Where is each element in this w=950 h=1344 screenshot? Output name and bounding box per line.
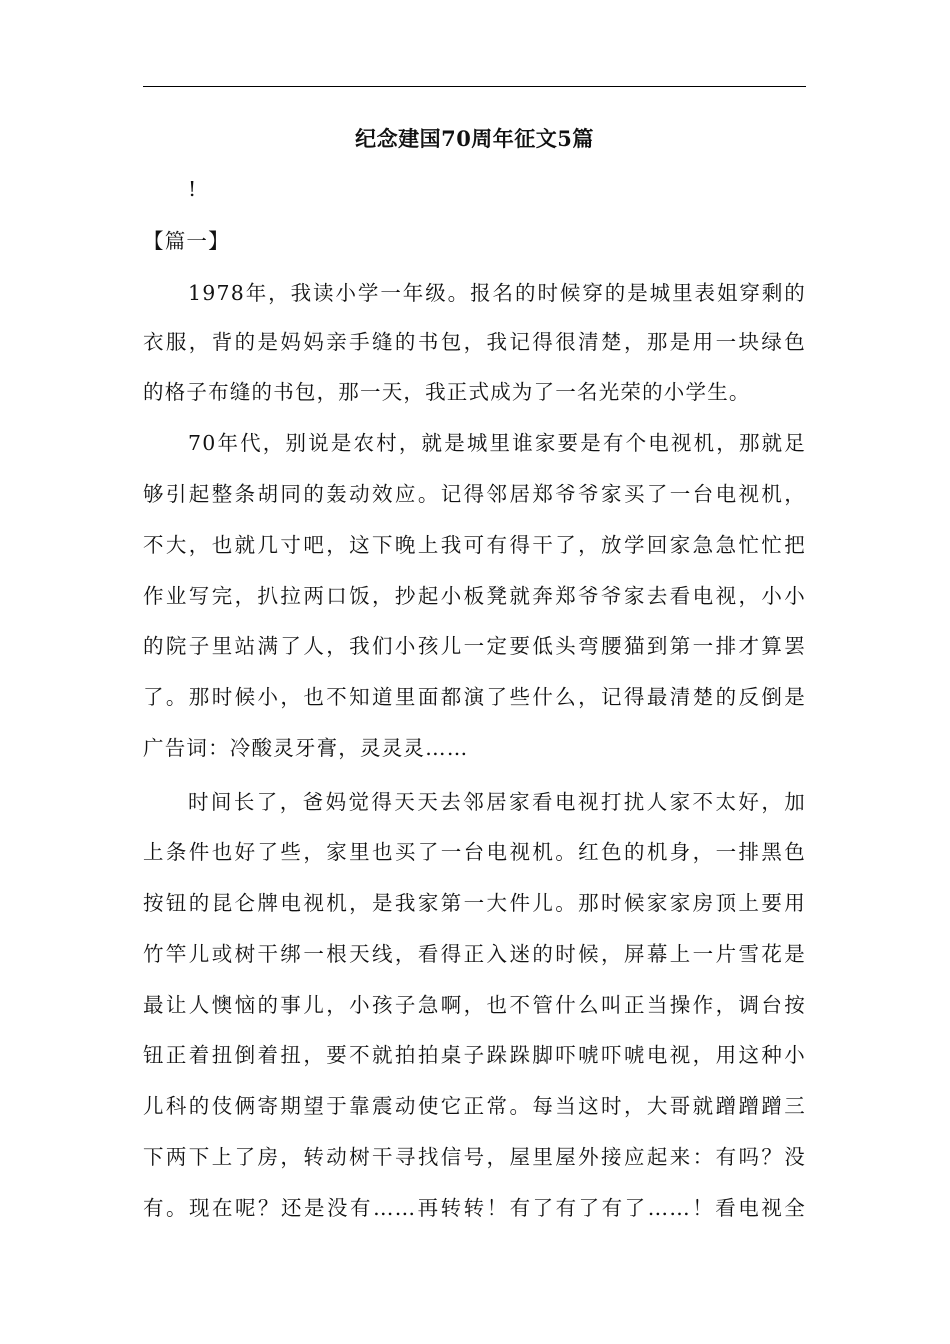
- paragraph-line: 钮正着扭倒着扭，要不就拍拍桌子跺跺脚吓唬吓唬电视，用这种小: [143, 1043, 806, 1067]
- paragraph-line: 竹竿儿或树干绑一根天线，看得正入迷的时候，屏幕上一片雪花是: [143, 942, 806, 966]
- paragraph-line: 够引起整条胡同的轰动效应。记得邻居郑爷爷家买了一台电视机，: [143, 482, 806, 506]
- paragraph-line: 1978年，我读小学一年级。报名的时候穿的是城里表姐穿剩的: [188, 281, 806, 305]
- paragraph-line: 作业写完，扒拉两口饭，抄起小板凳就奔郑爷爷家去看电视，小小: [143, 584, 806, 608]
- paragraph-line: 最让人懊恼的事儿，小孩子急啊，也不管什么叫正当操作，调台按: [143, 993, 806, 1017]
- paragraph-line: 上条件也好了些，家里也买了一台电视机。红色的机身，一排黑色: [143, 840, 806, 864]
- paragraph-line: 广告词：冷酸灵牙膏，灵灵灵……: [143, 736, 469, 760]
- header-rule: [143, 86, 806, 87]
- section-heading: 【篇一】: [143, 229, 230, 253]
- paragraph-line: 的院子里站满了人，我们小孩儿一定要低头弯腰猫到第一排才算罢: [143, 634, 806, 658]
- paragraph-line: 不大，也就几寸吧，这下晚上我可有得干了，放学回家急急忙忙把: [143, 533, 806, 557]
- paragraph-line: 下两下上了房，转动树干寻找信号，屋里屋外接应起来：有吗？没: [143, 1145, 806, 1169]
- paragraph-line: 的格子布缝的书包，那一天，我正式成为了一名光荣的小学生。: [143, 380, 751, 404]
- paragraph-line: 有。现在呢？还是没有……再转转！有了有了有了……！看电视全: [143, 1196, 806, 1220]
- paragraph-line: 儿科的伎俩寄期望于靠震动使它正常。每当这时，大哥就蹭蹭蹭三: [143, 1094, 806, 1118]
- document-title: 纪念建国70周年征文5篇: [355, 126, 594, 151]
- paragraph-line: 按钮的昆仑牌电视机，是我家第一大件儿。那时候家家房顶上要用: [143, 891, 806, 915]
- paragraph-line: 了。那时候小，也不知道里面都演了些什么，记得最清楚的反倒是: [143, 685, 806, 709]
- paragraph-line: 时间长了，爸妈觉得天天去邻居家看电视打扰人家不太好，加: [188, 790, 806, 814]
- exclamation-line: !: [188, 177, 198, 201]
- paragraph-line: 衣服，背的是妈妈亲手缝的书包，我记得很清楚，那是用一块绿色: [143, 330, 806, 354]
- paragraph-line: 70年代，别说是农村，就是城里谁家要是有个电视机，那就足: [188, 431, 806, 455]
